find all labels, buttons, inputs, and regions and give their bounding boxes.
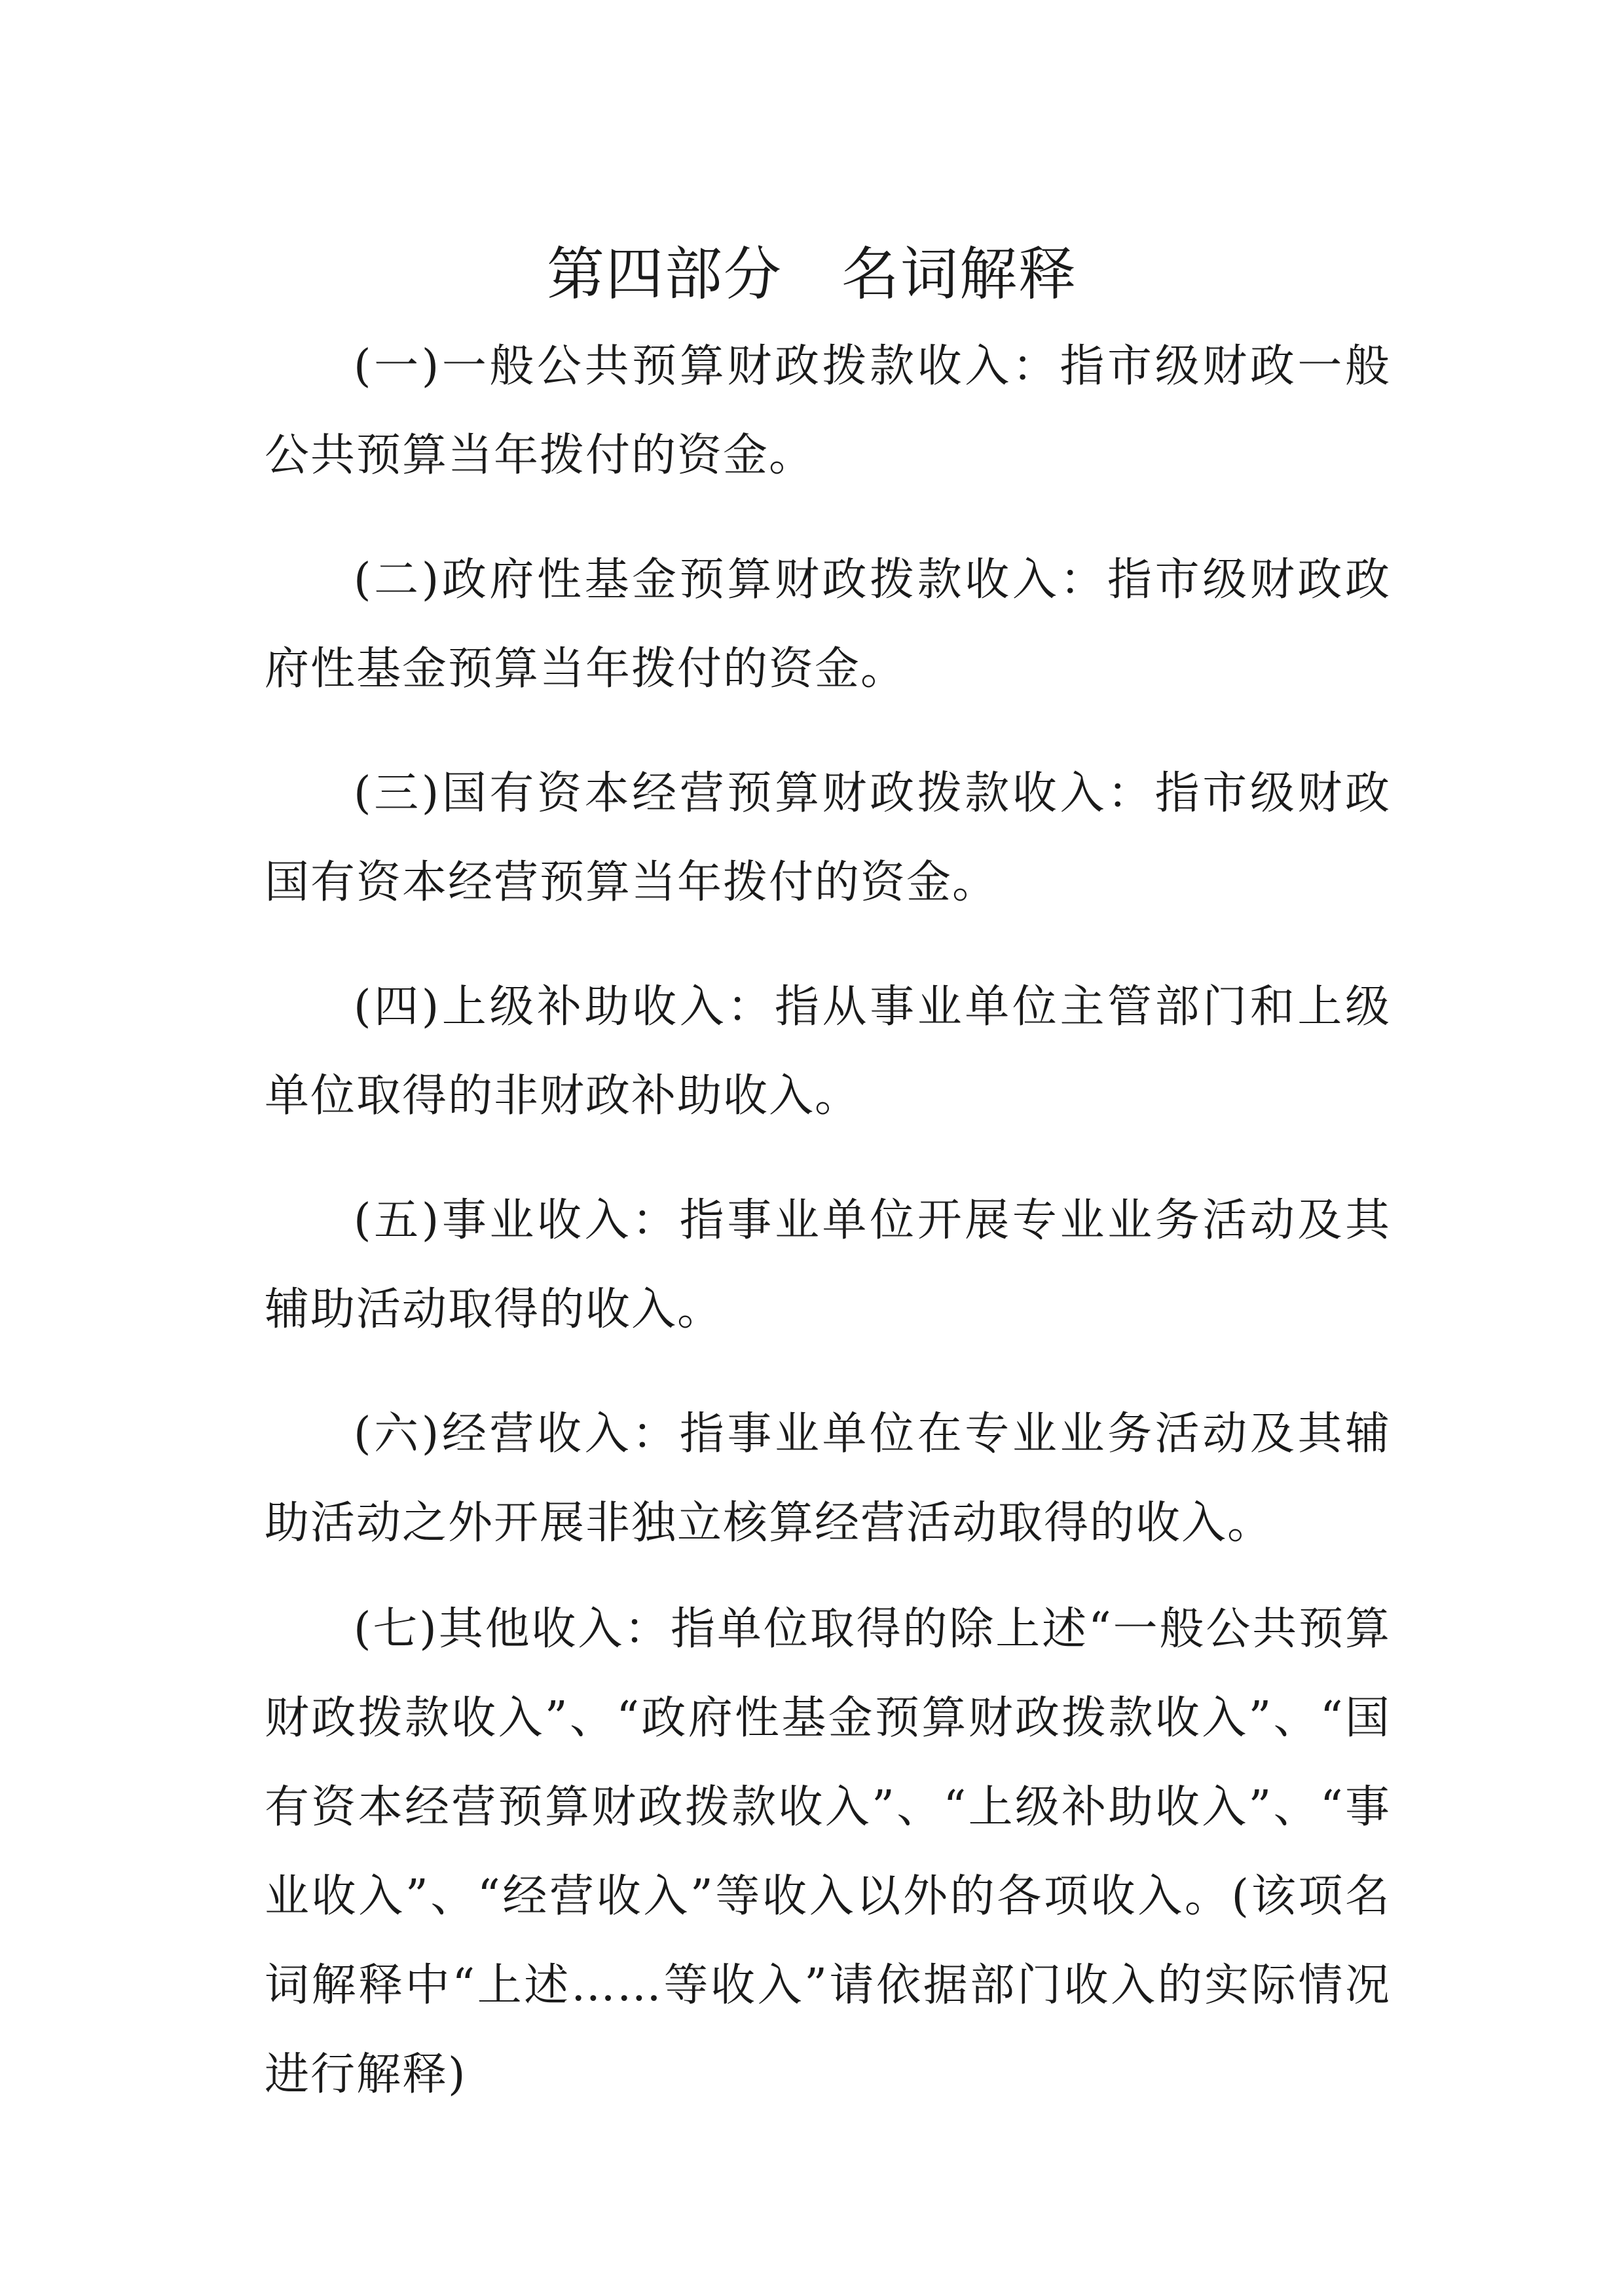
page-title [0, 235, 1624, 314]
title-part: 第四部分 [546, 240, 783, 308]
definition-item-5: (五)事业收入：指事业单位开展专业业务活动及其辅助活动取得的收入。 [265, 1195, 1391, 1335]
definition-item-1: (一)一般公共预算财政拨款收入：指市级财政一般公共预算当年拨付的资金。 [265, 341, 1391, 481]
definition-item-2: (二)政府性基金预算财政拨款收入：指市级财政政府性基金预算当年拨付的资金。 [265, 554, 1391, 695]
definition-item-7: (七)其他收入：指单位取得的除上述“一般公共预算财政拨款收入”、“政府性基金预算财政拨款收入”、“国有资本经营预算财政拨款收入”、“上级补助收入”、“事业收入”、“经营收入”等收入以外的各项收入。(该项名词解释中“上述……等收入”请依据部门收入的实际情况进行解释) [265, 1603, 1391, 2100]
definition-item-3: (三)国有资本经营预算财政拨款收入：指市级财政国有资本经营预算当年拨付的资金。 [265, 768, 1391, 908]
title-name: 名词解释 [841, 240, 1078, 308]
definition-item-6: (六)经营收入：指事业单位在专业业务活动及其辅助活动之外开展非独立核算经营活动取得的收入。 [265, 1408, 1391, 1549]
definition-item-4: (四)上级补助收入：指从事业单位主管部门和上级单位取得的非财政补助收入。 [265, 981, 1391, 1122]
